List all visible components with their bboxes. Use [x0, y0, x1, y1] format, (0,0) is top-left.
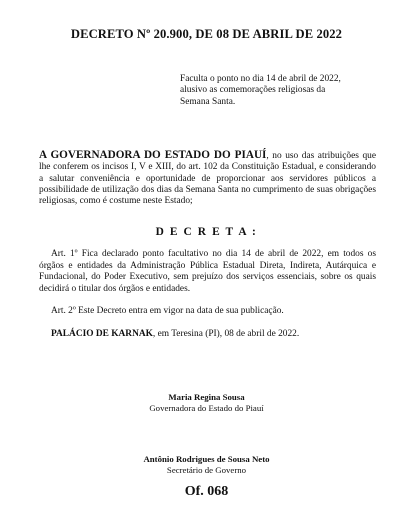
office-number: Of. 068	[184, 484, 229, 499]
signature-governor	[0, 392, 413, 413]
ementa-line: Faculta o ponto no dia 14 de abril de 2022,	[180, 74, 341, 84]
place-date-line	[51, 329, 299, 339]
article-1: Art. 1º Fica declarado ponto facultativo no dia 14 de abril de 2022, em todos os órgãos e entidades da Administração Pública Estadual Direta, Indireta, Autárquica e Fundacional, do Poder Executivo, sem prejuízo dos serviços essenciais, sobre os quais decidirá o titular dos órgãos e entidades.	[39, 249, 376, 294]
decree-title: DECRETO Nº 20.900, DE 08 DE ABRIL DE 2022	[70, 27, 343, 41]
place-date-text: , em Teresina (PI), 08 de abril de 2022.	[152, 329, 300, 339]
decree-preamble	[39, 150, 376, 207]
preamble-text: , no uso das atribuições que lhe conferem os incisos I, V e XIII, do art. 102 da Constituição Estadual, e considerando a salutar conveniência e oportunidade de proporcionar aos servidores públicos a possibilidade de utilização dos dias da Semana Santa no cumprimento de suas obrigações religiosas, como é costume neste Estado;	[39, 151, 377, 207]
article-2: Art. 2º Este Decreto entra em vigor na data de sua publicação.	[51, 306, 284, 316]
signature-secretary	[0, 454, 413, 475]
signatory-role: Governadora do Estado do Piauí	[149, 402, 264, 413]
decree-ementa	[180, 74, 375, 108]
decreta-heading: D E C R E T A :	[155, 226, 258, 238]
preamble-authority: A GOVERNADORA DO ESTADO DO PIAUÍ	[39, 149, 267, 161]
signatory-role: Secretário de Governo	[166, 464, 247, 475]
ementa-line: Semana Santa.	[180, 96, 236, 107]
ementa-line: alusivo as comemorações religiosas da	[180, 85, 326, 96]
signatory-name: Maria Regina Sousa	[168, 392, 245, 402]
palace-name: PALÁCIO DE KARNAK	[51, 329, 153, 339]
signatory-name: Antônio Rodrigues de Sousa Neto	[143, 454, 270, 464]
